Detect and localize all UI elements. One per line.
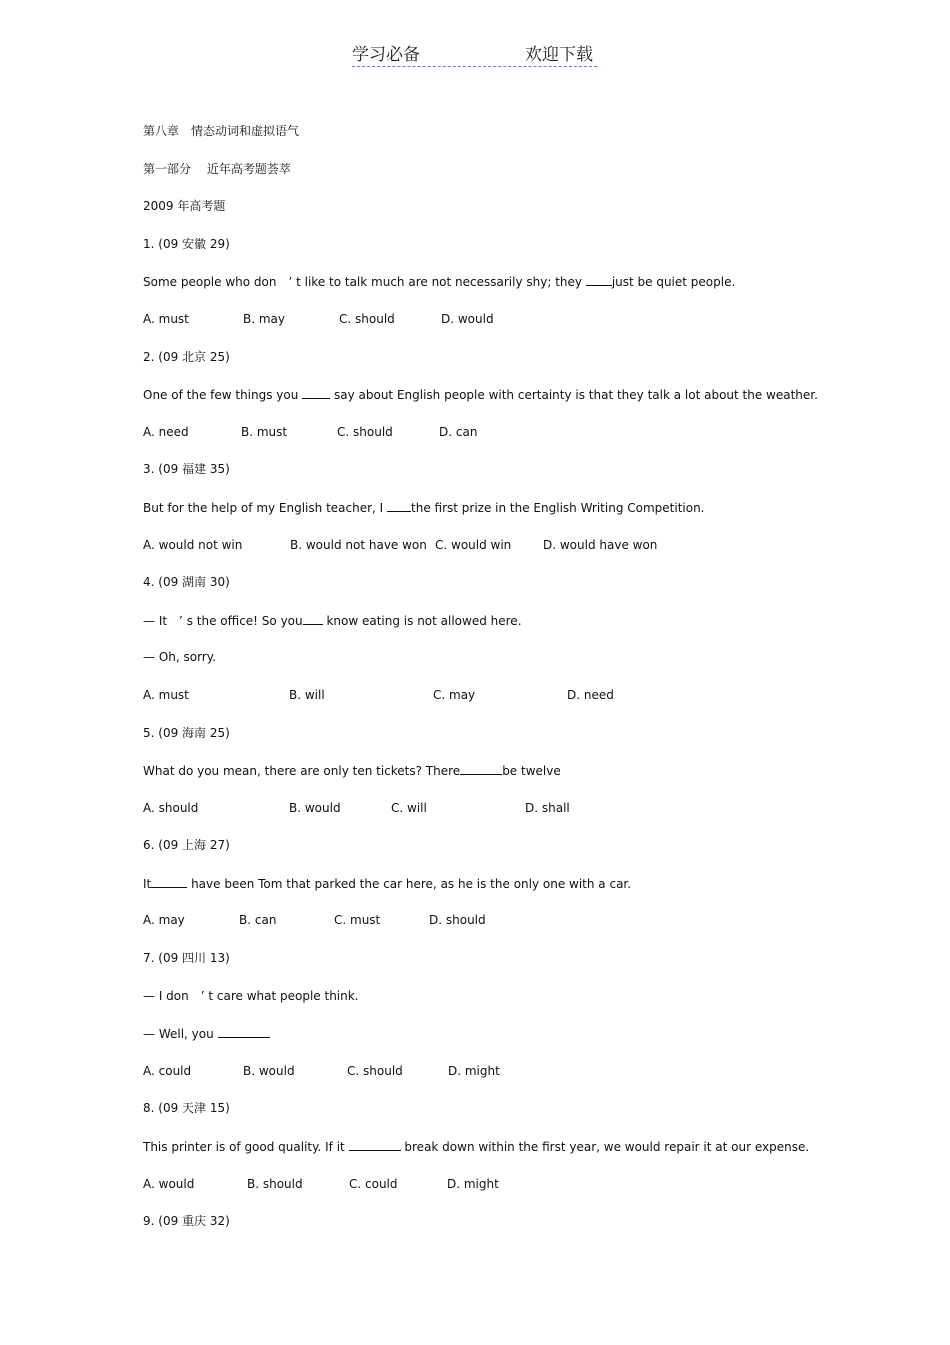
option-d: D. can — [439, 424, 478, 439]
option-c: C. could — [349, 1176, 398, 1191]
option-b: B. should — [247, 1176, 303, 1191]
option-d: D. might — [447, 1176, 499, 1191]
option-d: D. would — [441, 311, 494, 326]
stem-text: the first prize in the English Writing Competition. — [411, 500, 705, 515]
stem-text: say about English people with certainty is that they talk a lot about the weather. — [330, 388, 818, 403]
option-a: A. would — [143, 1176, 195, 1191]
answer-blank — [586, 274, 612, 286]
option-b: B. would — [289, 800, 341, 815]
option-a: A. could — [143, 1063, 192, 1078]
option-b: B. must — [241, 424, 288, 439]
year-title: 2009 年高考题 — [143, 199, 226, 214]
question-6-label: 6. (09 上海 27) — [143, 838, 230, 853]
question-6-options — [143, 913, 843, 927]
answer-blank — [387, 500, 411, 512]
question-8-stem — [143, 1139, 843, 1153]
question-1-label: 1. (09 安徽 29) — [143, 236, 230, 251]
option-a: A. must — [143, 687, 189, 702]
question-3-stem — [143, 500, 843, 514]
stem-text: What do you mean, there are only ten tickets? There — [143, 764, 461, 779]
document-body — [143, 124, 843, 1252]
answer-blank — [349, 1139, 401, 1151]
option-c: C. should — [337, 424, 393, 439]
question-3-label: 3. (09 福建 35) — [143, 462, 230, 477]
option-a: A. should — [143, 800, 199, 815]
answer-blank — [460, 763, 502, 775]
stem-text: But for the help of my English teacher, I — [143, 500, 388, 515]
dialog-text: — Well, you — [143, 1027, 218, 1042]
question-4-dialog-a — [143, 613, 843, 627]
option-b: B. will — [289, 687, 325, 702]
option-a: A. need — [143, 424, 189, 439]
question-2-options — [143, 425, 843, 439]
option-c: C. should — [339, 311, 395, 326]
option-b: B. would — [243, 1063, 295, 1078]
question-9-label: 9. (09 重庆 32) — [143, 1214, 230, 1229]
question-3-options — [143, 538, 843, 552]
option-c: C. may — [433, 687, 476, 702]
option-b: B. can — [239, 913, 277, 928]
question-7-label: 7. (09 四川 13) — [143, 951, 230, 966]
answer-blank — [302, 387, 330, 399]
option-d: D. shall — [525, 800, 570, 815]
answer-blank — [151, 876, 187, 888]
stem-text: be twelve — [502, 764, 561, 779]
header-left-text: 学习必备 — [352, 45, 420, 65]
option-a: A. must — [143, 311, 189, 326]
question-4-options — [143, 688, 843, 702]
option-c: C. should — [347, 1063, 403, 1078]
question-1-stem — [143, 274, 843, 288]
question-8-label: 8. (09 天津 15) — [143, 1101, 230, 1116]
dialog-text: — It ’ s the office! So you — [143, 613, 303, 628]
option-b: B. may — [243, 311, 286, 326]
stem-text: Some people who don ’ t like to talk much are not necessarily shy; they — [143, 275, 586, 290]
stem-text: break down within the first year, we would repair it at our expense. — [400, 1140, 810, 1155]
stem-text: This printer is of good quality. If it — [143, 1140, 349, 1155]
part-title: 第一部分 近年高考题荟萃 — [143, 161, 291, 176]
stem-text: just be quiet people. — [611, 275, 736, 290]
stem-text: have been Tom that parked the car here, as he is the only one with a car. — [187, 876, 632, 891]
option-d: D. would have won — [543, 537, 658, 552]
option-b: B. would not have won — [290, 537, 427, 552]
option-d: D. might — [448, 1063, 500, 1078]
page-header — [352, 40, 597, 67]
option-c: C. must — [334, 913, 381, 928]
option-c: C. will — [391, 800, 427, 815]
option-c: C. would win — [435, 537, 512, 552]
question-1-options — [143, 312, 843, 326]
question-5-stem — [143, 763, 843, 777]
question-4-dialog-b: — Oh, sorry. — [143, 650, 216, 665]
option-a: A. would not win — [143, 537, 243, 552]
question-2-label: 2. (09 北京 25) — [143, 349, 230, 364]
stem-text: It — [143, 876, 152, 891]
answer-blank — [303, 613, 323, 625]
option-d: D. should — [429, 913, 486, 928]
answer-blank — [218, 1026, 270, 1038]
chapter-title: 第八章 情态动词和虚拟语气 — [143, 124, 300, 138]
dialog-text: know eating is not allowed here. — [322, 613, 522, 628]
question-7-dialog-a: — I don ’ t care what people think. — [143, 988, 359, 1003]
stem-text: One of the few things you — [143, 388, 303, 403]
question-5-options — [143, 801, 843, 815]
header-right-text: 欢迎下载 — [525, 45, 593, 65]
question-7-dialog-b — [143, 1026, 843, 1040]
question-2-stem — [143, 387, 843, 401]
question-7-options — [143, 1064, 843, 1078]
question-8-options — [143, 1177, 843, 1191]
option-a: A. may — [143, 913, 185, 928]
question-5-label: 5. (09 海南 25) — [143, 725, 230, 740]
option-d: D. need — [567, 687, 614, 702]
question-4-label: 4. (09 湖南 30) — [143, 575, 230, 590]
question-6-stem — [143, 876, 843, 890]
